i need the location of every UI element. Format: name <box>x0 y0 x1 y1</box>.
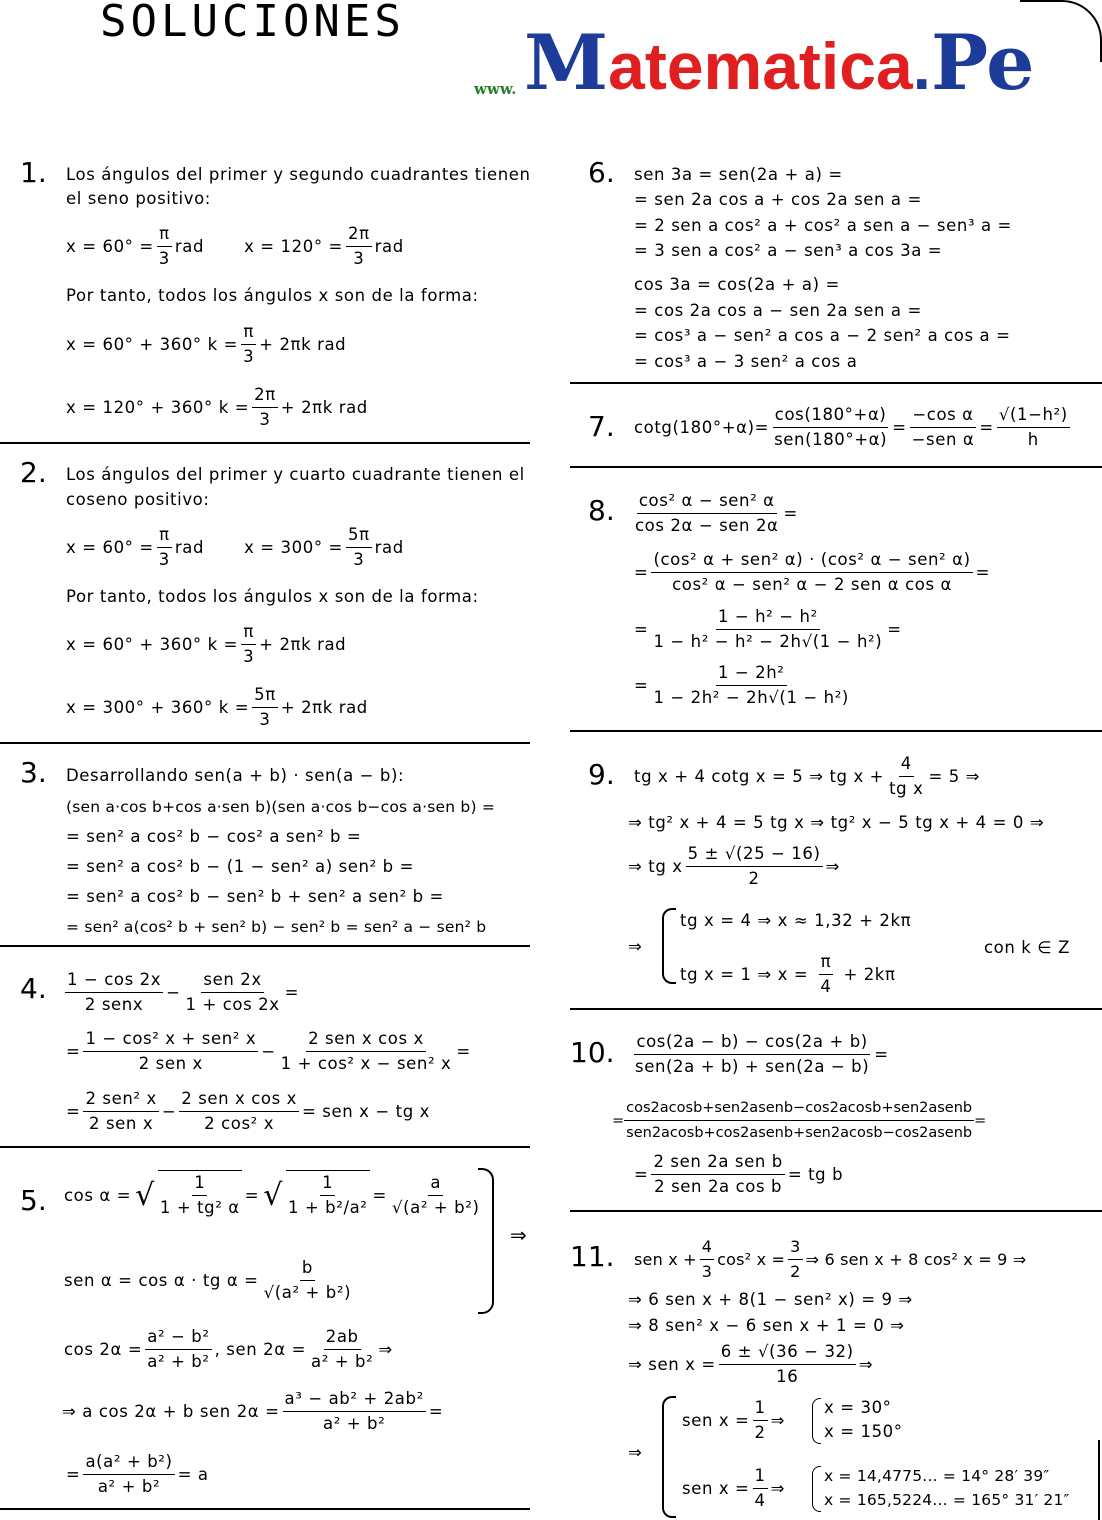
s9-k: con k ∈ Z <box>984 938 1070 957</box>
s6-l2: = sen 2a cos a + cos 2a sen a = <box>634 190 922 209</box>
divider <box>570 382 1102 384</box>
divider <box>0 1146 530 1148</box>
s11-eq4: ⇒ sen x = $\frac{6 \pm √(36 - 32)}{16}$ ⇒ <box>628 1342 874 1386</box>
section-1-number: 1. <box>20 156 47 189</box>
section-2-number: 2. <box>20 456 47 489</box>
s8-eq4: = $\frac{\text{1 − 2h²}}{\text{1 − 2h² − 2h√(1 − h²)}}$ <box>634 663 849 707</box>
small-brace <box>812 1466 821 1512</box>
section-4-number: 4. <box>20 972 47 1005</box>
s9-arrow: ⇒ <box>628 937 643 956</box>
s7-eq: cotg(180°+α)= $\frac{\cos(180^\circ+\alpha)}{\text{sen(180°+α)}}$ = $\frac{\text{−cos α}}{\text{−sen α}}$ = $\frac{\text{√(1−h²)}}{h}$ <box>634 405 1068 449</box>
s2-intro: Los ángulos del primer y cuarto cuadrante tienen el <box>66 465 525 484</box>
s3-l6: = sen² a(cos² b + sen² b) − sen² b = sen² a − sen² b <box>66 918 487 936</box>
s6-l8: = cos³ a − 3 sen² a cos a <box>634 352 858 371</box>
small-brace <box>812 1398 821 1444</box>
s11-l3: ⇒ 8 sen² x − 6 sen x + 1 = 0 ⇒ <box>628 1316 905 1335</box>
s2-eq1: x = 60° = $\frac{\pi}{3}$ rad x = 300° = $\frac{5\pi}{3}$ rad <box>66 525 404 569</box>
divider <box>570 730 1102 732</box>
s5-eq2: sen α = cos α · tg α = $\frac{b}{\text{√(a² + b²)}}$ <box>64 1258 352 1302</box>
s1-eq1: x = 60° = $\frac{\pi}{3}$ rad x = 120° = $\frac{2\pi}{3}$ rad <box>66 224 404 268</box>
left-brace <box>662 1396 676 1518</box>
s11-l2: ⇒ 6 sen x + 8(1 − sen² x) = 9 ⇒ <box>628 1290 913 1309</box>
s11-c1a: x = 30° <box>824 1398 892 1417</box>
s11-c1b: x = 150° <box>824 1422 903 1441</box>
s4-eq2: = $\frac{\text{1 − cos² x + sen² x}}{\text{2 sen x}}$ − $\frac{\text{2 sen x cos x}}{\text{1 + cos² x − sen² x}}$ = <box>66 1029 471 1073</box>
s10-eq1: $\frac{\cos(2a - b) - \cos(2a + b)}{\text{sen(2a + b) + sen(2a − b)}}$ = <box>635 1032 889 1076</box>
section-7-number: 7. <box>588 410 615 443</box>
divider <box>0 945 530 947</box>
s9-eq3: ⇒ tg x $\frac{5 \pm √(25 - 16)}{2}$ ⇒ <box>628 844 840 888</box>
s3-l3: = sen² a cos² b − cos² a sen² b = <box>66 827 362 846</box>
section-10-number: 10. <box>570 1036 615 1069</box>
s11-eq1: sen x + $\frac{4}{3}$ cos² x = $\frac{3}{2}$ ⇒ 6 sen x + 8 cos² x = 9 ⇒ <box>634 1237 1027 1281</box>
s1-intro2: el seno positivo: <box>66 189 211 208</box>
section-6-number: 6. <box>588 156 615 189</box>
section-5-number: 5. <box>20 1184 47 1217</box>
s2-por: Por tanto, todos los ángulos x son de la forma: <box>66 587 479 606</box>
s3-l5: = sen² a cos² b − sen² b + sen² a sen² b = <box>66 887 444 906</box>
s6-l6: = cos 2a cos a − sen 2a sen a = <box>634 301 922 320</box>
divider <box>0 1508 530 1510</box>
s6-l4: = 3 sen a cos² a − sen³ a cos 3a = <box>634 241 943 260</box>
divider <box>570 1008 1102 1010</box>
s8-eq1: $\frac{\text{cos² α − sen² α}}{\text{cos 2α − sen 2α}}$ = <box>635 491 798 535</box>
s6-l1: sen 3a = sen(2a + a) = <box>634 165 843 184</box>
s2-eq4: x = 300° + 360° k = $\frac{5\pi}{3}$ + 2πk rad <box>66 685 368 729</box>
s1-intro: Los ángulos del primer y segundo cuadrantes tienen <box>66 165 531 184</box>
s6-l5: cos 3a = cos(2a + a) = <box>634 275 840 294</box>
s5-arrow: ⇒ <box>510 1223 528 1247</box>
section-9-number: 9. <box>588 758 615 791</box>
s9-l2: ⇒ tg² x + 4 = 5 tg x ⇒ tg² x − 5 tg x + 4 = 0 ⇒ <box>628 813 1045 832</box>
s9-c2: tg x = 1 ⇒ x = $\frac{\pi}{4}$ + 2kπ <box>680 952 896 996</box>
s1-eq4: x = 120° + 360° k = $\frac{2\pi}{3}$ + 2πk rad <box>66 385 368 429</box>
right-brace <box>478 1168 494 1314</box>
s3-l4: = sen² a cos² b − (1 − sen² a) sen² b = <box>66 857 415 876</box>
divider <box>0 442 530 444</box>
page-title: SOLUCIONES <box>100 0 405 47</box>
s5-eq4: ⇒ a cos 2α + b sen 2α = $\frac{\text{a³ − ab² + 2ab²}}{\text{a² + b²}}$ = <box>62 1389 444 1433</box>
s10-eq3: = $\frac{\text{2 sen 2a sen b}}{\text{2 sen 2a cos b}}$ = tg b <box>634 1152 844 1196</box>
s9-eq1: tg x + 4 cotg x = 5 ⇒ tg x + $\frac{4}{\text{tg x}}$ = 5 ⇒ <box>634 754 981 798</box>
divider <box>0 742 530 744</box>
edge-line <box>1098 1440 1100 1520</box>
s11-c2a: x = 14,4775... = 14° 28′ 39″ <box>824 1467 1050 1485</box>
s11-arrow: ⇒ <box>628 1443 643 1462</box>
divider <box>570 1210 1102 1212</box>
s6-l7: = cos³ a − sen² a cos a − 2 sen² a cos a = <box>634 326 1011 345</box>
section-8-number: 8. <box>588 494 615 527</box>
s5-eq1: cos α = √ $\frac{1}{\text{1 + tg² α}}$ = √ $\frac{1}{\text{1 + b²/a²}}$ = $\frac{a}{\text{√(a² + b²)}}$ <box>64 1170 485 1220</box>
divider <box>570 466 1102 468</box>
s3-l1: Desarrollando sen(a + b) · sen(a − b): <box>66 766 405 785</box>
s5-eq3: cos 2α = $\frac{\text{a² − b²}}{\text{a² + b²}}$ , sen 2α = $\frac{2ab}{\text{a² + b²}}$ ⇒ <box>64 1327 393 1371</box>
s11-case2: sen x = $\frac{1}{4}$ ⇒ <box>682 1466 786 1510</box>
s3-l2: (sen a·cos b+cos a·sen b)(sen a·cos b−cos a·sen b) = <box>66 798 496 816</box>
s6-l3: = 2 sen a cos² a + cos² a sen a − sen³ a = <box>634 216 1012 235</box>
s4-eq3: = $\frac{\text{2 sen² x}}{\text{2 sen x}}$ − $\frac{\text{2 sen x cos x}}{\text{2 cos² x}}$ = sen x − tg x <box>66 1089 430 1133</box>
s11-case1: sen x = $\frac{1}{2}$ ⇒ <box>682 1398 786 1442</box>
section-3-number: 3. <box>20 756 47 789</box>
left-brace <box>662 908 676 984</box>
s9-c1: tg x = 4 ⇒ x ≈ 1,32 + 2kπ <box>680 911 912 930</box>
s5-eq5: = $\frac{\text{a(a² + b²)}}{\text{a² + b²}}$ = a <box>66 1452 209 1496</box>
s11-c2b: x = 165,5224... = 165° 31′ 21″ <box>824 1491 1070 1509</box>
s8-eq2: = $\frac{\text{(cos² α + sen² α) · (cos² α − sen² α)}}{\text{cos² α − sen² α − 2 sen α cos α}}$ = <box>634 550 991 594</box>
s4-eq1: $\frac{1 - \cos 2x}{\text{2 senx}}$ − $\frac{\text{sen 2x}}{1 + \cos 2x}$ = <box>67 970 300 1014</box>
section-11-number: 11. <box>570 1240 615 1273</box>
s8-eq3: = $\frac{\text{1 − h² − h²}}{\text{1 − h² − h² − 2h√(1 − h²)}}$ = <box>634 607 902 651</box>
s1-eq3: x = 60° + 360° k = $\frac{\pi}{3}$ + 2πk rad <box>66 322 347 366</box>
s2-intro2: coseno positivo: <box>66 490 210 509</box>
s1-por: Por tanto, todos los ángulos x son de la forma: <box>66 286 479 305</box>
s10-eq2: = $\frac{\text{cos2acosb+sen2asenb−cos2acosb+sen2asenb}}{\text{sen2acosb+cos2asenb+sen2acosb−cos2asenb}}$ = <box>612 1096 986 1145</box>
s2-eq3: x = 60° + 360° k = $\frac{\pi}{3}$ + 2πk rad <box>66 622 347 666</box>
